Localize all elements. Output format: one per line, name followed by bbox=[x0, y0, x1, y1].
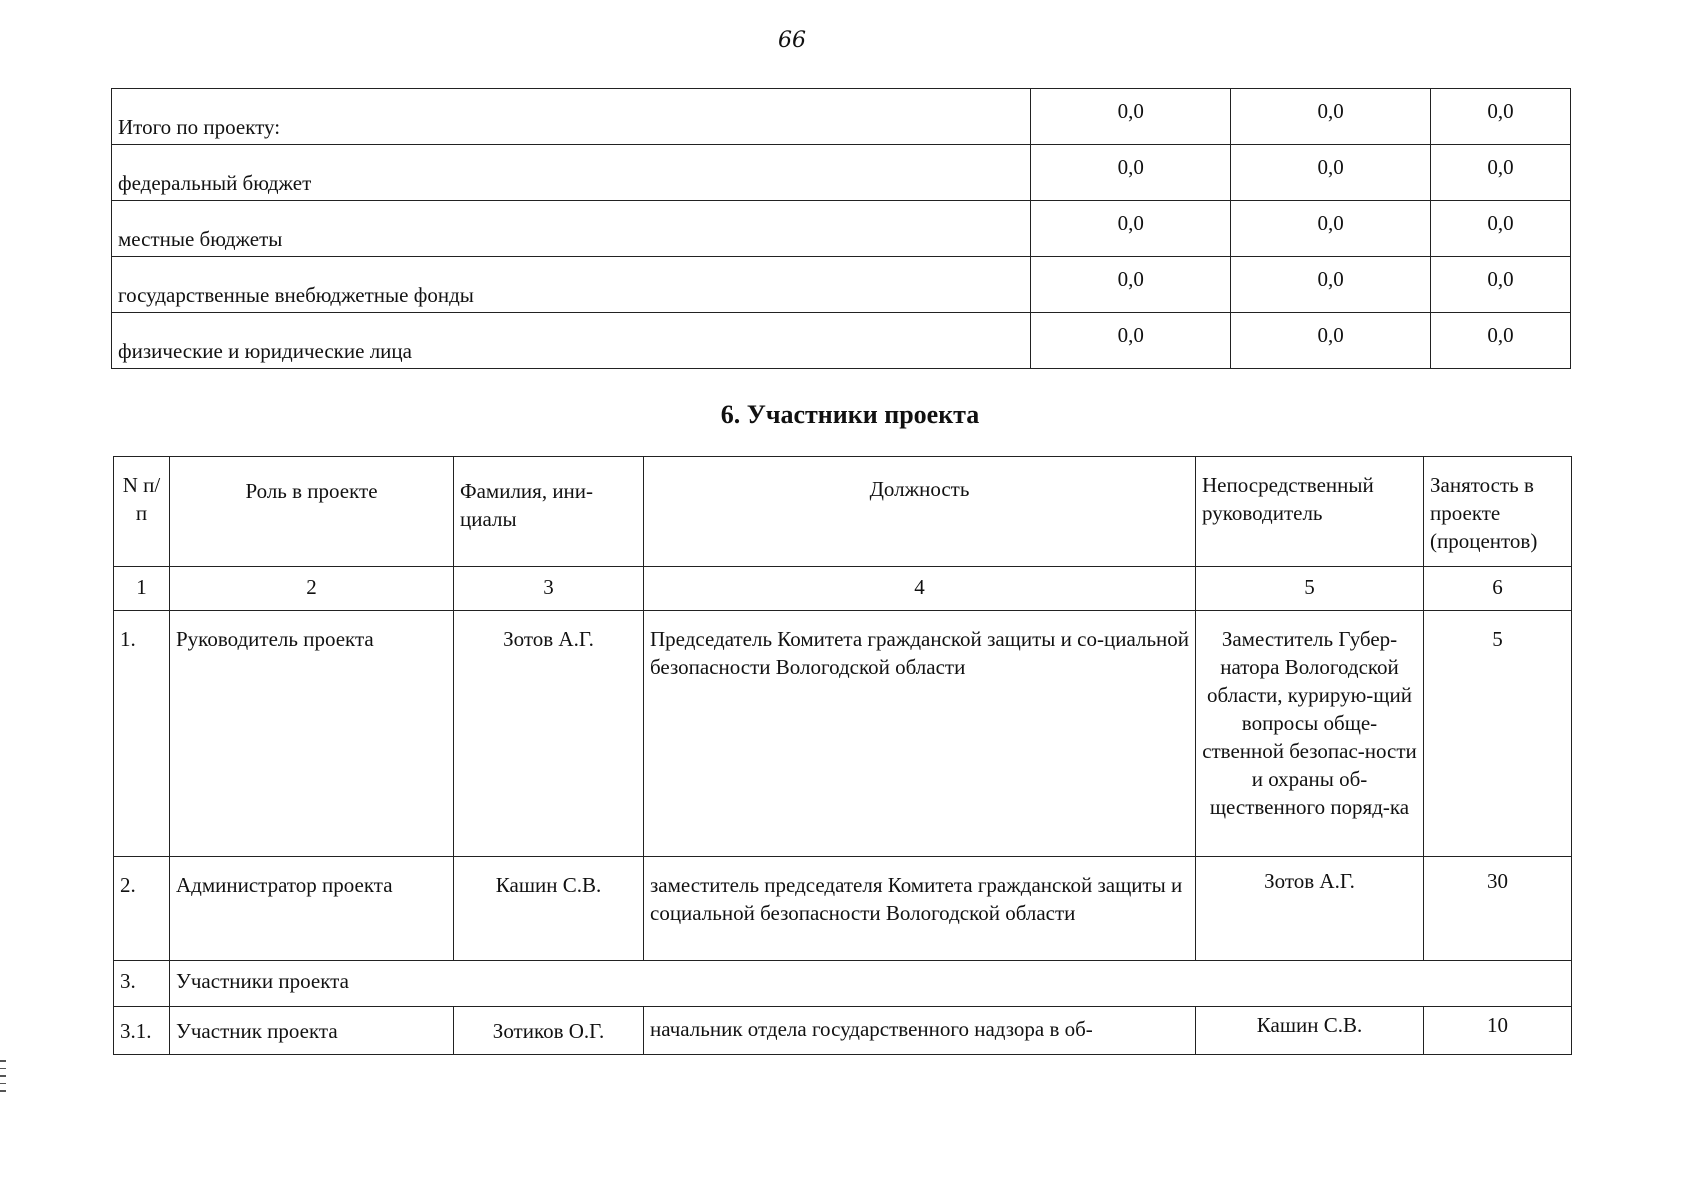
table-row bbox=[114, 857, 1572, 961]
funding-value: 0,0 bbox=[1431, 89, 1571, 145]
row-number: 2. bbox=[114, 857, 170, 961]
funding-value: 0,0 bbox=[1431, 313, 1571, 369]
funding-label: федеральный бюджет bbox=[112, 145, 1031, 201]
column-header-name: Фамилия, ини-циалы bbox=[454, 457, 644, 567]
row-name: Зотов А.Г. bbox=[454, 611, 644, 857]
participants-table bbox=[113, 456, 1572, 1055]
row-employment: 10 bbox=[1424, 1007, 1572, 1055]
row-position: Председатель Комитета гражданской защиты и со-циальной безопасности Вологодской области bbox=[644, 611, 1196, 857]
funding-label: государственные внебюджетные фонды bbox=[112, 257, 1031, 313]
column-header-role: Роль в проекте bbox=[170, 457, 454, 567]
funding-value: 0,0 bbox=[1231, 201, 1431, 257]
funding-value: 0,0 bbox=[1431, 201, 1571, 257]
row-role: Руководитель проекта bbox=[170, 611, 454, 857]
group-label: Участники проекта bbox=[170, 961, 1572, 1007]
funding-table bbox=[111, 88, 1571, 369]
row-number: 3.1. bbox=[114, 1007, 170, 1055]
row-employment: 5 bbox=[1424, 611, 1572, 857]
row-name: Кашин С.В. bbox=[454, 857, 644, 961]
funding-value: 0,0 bbox=[1231, 313, 1431, 369]
table-row bbox=[112, 201, 1571, 257]
column-number: 5 bbox=[1196, 567, 1424, 611]
row-manager: Кашин С.В. bbox=[1196, 1007, 1424, 1055]
column-header-employment: Занятость в проекте (процентов) bbox=[1424, 457, 1572, 567]
funding-label: физические и юридические лица bbox=[112, 313, 1031, 369]
scan-edge-marks bbox=[0, 1060, 6, 1098]
funding-value: 0,0 bbox=[1031, 145, 1231, 201]
column-header-number: N п/п bbox=[114, 457, 170, 567]
column-number: 4 bbox=[644, 567, 1196, 611]
column-number: 6 bbox=[1424, 567, 1572, 611]
row-position: начальник отдела государственного надзора в об- bbox=[644, 1007, 1196, 1055]
column-header-position: Должность bbox=[644, 457, 1196, 567]
funding-value: 0,0 bbox=[1031, 89, 1231, 145]
section-title: 6. Участники проекта bbox=[720, 400, 980, 429]
funding-value: 0,0 bbox=[1031, 313, 1231, 369]
row-name: Зотиков О.Г. bbox=[454, 1007, 644, 1055]
funding-value: 0,0 bbox=[1231, 89, 1431, 145]
row-manager: Зотов А.Г. bbox=[1196, 857, 1424, 961]
column-number-row bbox=[114, 567, 1572, 611]
column-number: 3 bbox=[454, 567, 644, 611]
column-number: 2 bbox=[170, 567, 454, 611]
funding-value: 0,0 bbox=[1031, 201, 1231, 257]
column-header-manager: Непосредственный руководитель bbox=[1196, 457, 1424, 567]
row-role: Участник проекта bbox=[170, 1007, 454, 1055]
table-row bbox=[114, 961, 1572, 1007]
table-row bbox=[112, 257, 1571, 313]
column-number: 1 bbox=[114, 567, 170, 611]
row-role: Администратор проекта bbox=[170, 857, 454, 961]
funding-label: Итого по проекту: bbox=[112, 89, 1031, 145]
funding-value: 0,0 bbox=[1431, 257, 1571, 313]
row-position: заместитель председателя Комитета гражданской защиты и социальной безопасности Вологодской области bbox=[644, 857, 1196, 961]
page-number: 66 bbox=[778, 28, 806, 53]
funding-value: 0,0 bbox=[1231, 145, 1431, 201]
table-row bbox=[114, 611, 1572, 857]
table-row bbox=[112, 145, 1571, 201]
table-header-row bbox=[114, 457, 1572, 567]
table-row bbox=[112, 89, 1571, 145]
table-row bbox=[112, 313, 1571, 369]
funding-value: 0,0 bbox=[1231, 257, 1431, 313]
row-employment: 30 bbox=[1424, 857, 1572, 961]
funding-value: 0,0 bbox=[1031, 257, 1231, 313]
row-number: 1. bbox=[114, 611, 170, 857]
funding-label: местные бюджеты bbox=[112, 201, 1031, 257]
table-row bbox=[114, 1007, 1572, 1055]
funding-value: 0,0 bbox=[1431, 145, 1571, 201]
row-number: 3. bbox=[114, 961, 170, 1007]
row-manager: Заместитель Губер-натора Вологодской области, курирую-щий вопросы обще-ственной безопас-ности и охраны об-щественного поряд-ка bbox=[1196, 611, 1424, 857]
